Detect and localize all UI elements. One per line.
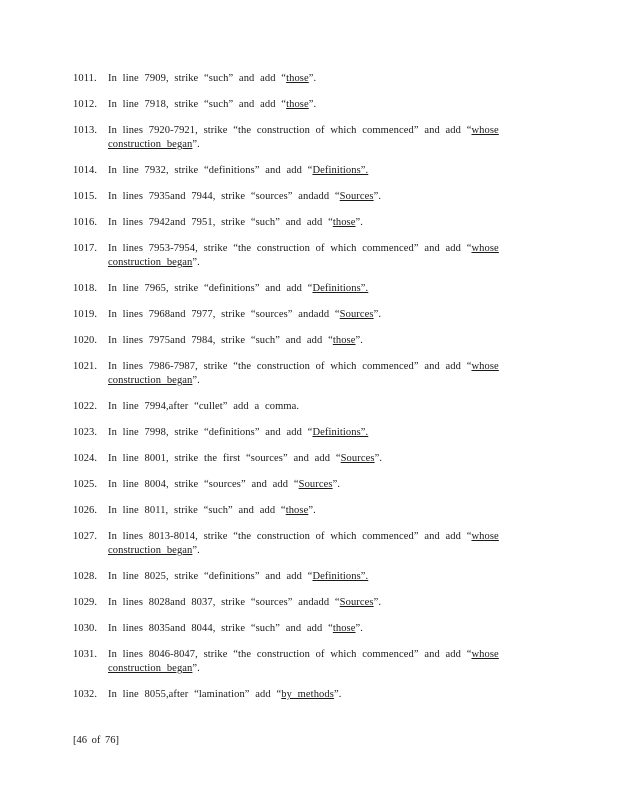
amendment-number: 1016. (73, 217, 98, 228)
amendment-text (108, 400, 513, 414)
amendment-item (73, 400, 513, 414)
amendment-item (73, 504, 513, 518)
inserted-text: whose construction began (108, 125, 499, 150)
amendment-instruction: In lines 8013-8014, strike “the construction of which commenced” and add “ (108, 531, 472, 542)
closing-quote: ”. (332, 479, 341, 490)
inserted-text: whose construction began (108, 649, 499, 674)
amendment-number: 1030. (73, 623, 98, 634)
inserted-text: by methods (281, 689, 334, 700)
closing-quote: ”. (373, 597, 382, 608)
amendment-instruction: In lines 7942and 7951, strike “such” and add “ (108, 217, 333, 228)
amendment-number: 1027. (73, 531, 98, 542)
amendment-item (73, 282, 513, 296)
inserted-text: those (332, 335, 356, 346)
amendment-item (73, 216, 513, 230)
amendment-instruction: In lines 7953-7954, strike “the construction of which commenced” and add “ (108, 243, 472, 254)
amendment-text (108, 360, 513, 388)
amendment-instruction: In line 7965, strike “definitions” and add “ (108, 283, 313, 294)
amendment-instruction: In line 7998, strike “definitions” and add “ (108, 427, 313, 438)
amendment-item (73, 242, 513, 270)
amendment-number: 1025. (73, 479, 98, 490)
amendment-text (108, 570, 513, 584)
inserted-text: Definitions”. (312, 283, 369, 294)
amendment-instruction: In line 7909, strike “such” and add “ (108, 73, 287, 84)
amendment-number: 1015. (73, 191, 98, 202)
closing-quote: ”. (355, 623, 364, 634)
amendment-text (108, 478, 513, 492)
amendment-number: 1011. (73, 73, 97, 84)
amendment-instruction: In lines 7975and 7984, strike “such” and add “ (108, 335, 333, 346)
inserted-text: those (285, 505, 309, 516)
amendment-number: 1020. (73, 335, 98, 346)
amendment-number: 1026. (73, 505, 98, 516)
closing-quote: ”. (192, 375, 200, 386)
amendment-item (73, 648, 513, 676)
amendment-text (108, 504, 513, 518)
amendment-number: 1021. (73, 361, 98, 372)
closing-quote: ”. (355, 217, 364, 228)
closing-quote: ”. (373, 309, 382, 320)
amendment-text (108, 622, 513, 636)
amendment-number: 1022. (73, 401, 98, 412)
amendment-instruction: In lines 7920-7921, strike “the construction of which commenced” and add “ (108, 125, 472, 136)
amendment-instruction: In lines 8028and 8037, strike “sources” andadd “ (108, 597, 340, 608)
amendment-number: 1017. (73, 243, 98, 254)
amendment-number: 1031. (73, 649, 98, 660)
amendment-number: 1029. (73, 597, 98, 608)
inserted-text: those (286, 73, 309, 84)
amendment-number: 1018. (73, 283, 98, 294)
amendment-text (108, 98, 513, 112)
amendment-item (73, 190, 513, 204)
amendment-text (108, 282, 513, 296)
amendment-item (73, 478, 513, 492)
amendment-text (108, 426, 513, 440)
amendment-instruction: In lines 8046-8047, strike “the construction of which commenced” and add “ (108, 649, 472, 660)
inserted-text: Sources (340, 453, 375, 464)
amendment-instruction: In line 7994,after “cullet” add a comma. (108, 401, 300, 412)
amendment-text (108, 648, 513, 676)
amendment-number: 1014. (73, 165, 98, 176)
amendment-instruction: In line 8001, strike the first “sources” and add “ (108, 453, 341, 464)
amendment-instruction: In lines 7986-7987, strike “the construction of which commenced” and add “ (108, 361, 472, 372)
amendment-item (73, 124, 513, 152)
amendment-item (73, 452, 513, 466)
amendment-item (73, 570, 513, 584)
page-number: [46 of 76] (73, 735, 119, 746)
inserted-text: Definitions”. (312, 571, 369, 582)
inserted-text: whose construction began (108, 531, 499, 556)
amendment-number: 1024. (73, 453, 98, 464)
amendment-item (73, 596, 513, 610)
amendment-item (73, 308, 513, 322)
amendment-item (73, 426, 513, 440)
amendment-item (73, 530, 513, 558)
closing-quote: ”. (192, 139, 200, 150)
amendment-text (108, 72, 513, 86)
amendment-instruction: In lines 8035and 8044, strike “such” and add “ (108, 623, 333, 634)
amendment-instruction: In line 7932, strike “definitions” and add “ (108, 165, 313, 176)
closing-quote: ”. (192, 663, 200, 674)
inserted-text: whose construction began (108, 361, 499, 386)
amendment-text (108, 190, 513, 204)
amendment-item (73, 72, 513, 86)
inserted-text: those (332, 623, 356, 634)
amendment-text (108, 596, 513, 610)
amendment-text (108, 216, 513, 230)
amendment-text (108, 164, 513, 178)
amendment-item (73, 688, 513, 702)
amendment-text (108, 124, 513, 152)
closing-quote: ”. (308, 99, 317, 110)
amendment-number: 1023. (73, 427, 98, 438)
amendment-instruction: In line 8004, strike “sources” and add “ (108, 479, 299, 490)
amendment-instruction: In lines 7968and 7977, strike “sources” andadd “ (108, 309, 340, 320)
amendment-text (108, 688, 513, 702)
amendment-instruction: In line 8055,after “lamination” add “ (108, 689, 282, 700)
amendment-text (108, 530, 513, 558)
closing-quote: ”. (373, 191, 382, 202)
inserted-text: Sources (339, 309, 374, 320)
amendment-text (108, 242, 513, 270)
amendment-text (108, 308, 513, 322)
amendment-number: 1012. (73, 99, 98, 110)
amendment-item (73, 622, 513, 636)
inserted-text: whose construction began (108, 243, 499, 268)
closing-quote: ”. (308, 505, 316, 516)
closing-quote: ”. (374, 453, 383, 464)
inserted-text: Sources (339, 191, 374, 202)
closing-quote: ”. (192, 545, 200, 556)
amendment-item (73, 164, 513, 178)
inserted-text: Definitions”. (312, 427, 369, 438)
amendment-number: 1013. (73, 125, 98, 136)
inserted-text: Sources (298, 479, 333, 490)
closing-quote: ”. (333, 689, 342, 700)
amendment-text (108, 334, 513, 348)
amendment-instruction: In line 7918, strike “such” and add “ (108, 99, 287, 110)
closing-quote: ”. (355, 335, 364, 346)
amendment-item (73, 360, 513, 388)
amendment-number: 1032. (73, 689, 98, 700)
amendment-item (73, 334, 513, 348)
inserted-text: those (286, 99, 309, 110)
inserted-text: Sources (339, 597, 374, 608)
amendment-instruction: In line 8011, strike “such” and add “ (108, 505, 286, 516)
amendment-instruction: In lines 7935and 7944, strike “sources” andadd “ (108, 191, 340, 202)
amendment-text (108, 452, 513, 466)
closing-quote: ”. (308, 73, 317, 84)
amendment-number: 1028. (73, 571, 98, 582)
inserted-text: Definitions”. (312, 165, 369, 176)
closing-quote: ”. (192, 257, 200, 268)
amendment-instruction: In line 8025, strike “definitions” and add “ (108, 571, 313, 582)
inserted-text: those (332, 217, 356, 228)
amendment-item (73, 98, 513, 112)
amendment-number: 1019. (73, 309, 98, 320)
